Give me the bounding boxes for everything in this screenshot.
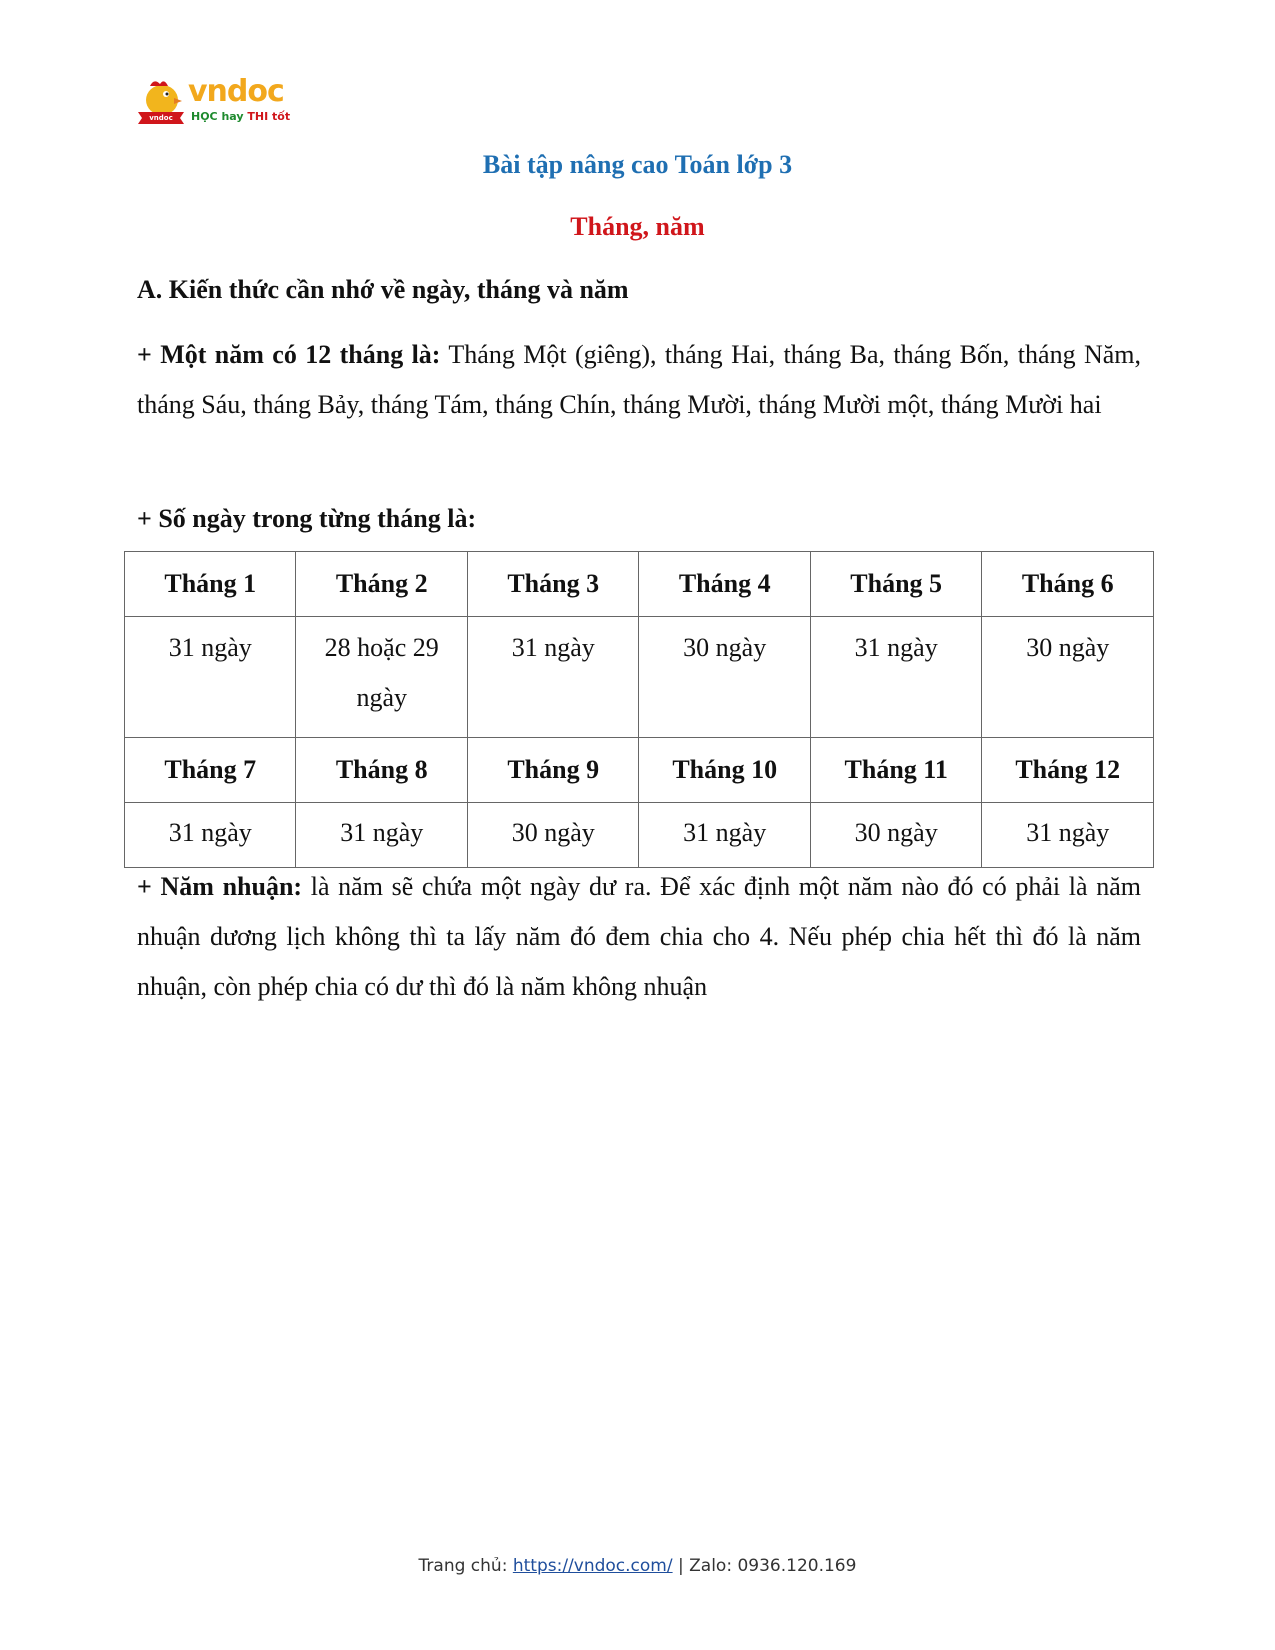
table-cell: 30 ngày bbox=[639, 617, 810, 738]
days-per-month-table bbox=[124, 551, 1154, 868]
logo-tagline bbox=[191, 110, 290, 124]
vndoc-logo bbox=[136, 76, 296, 128]
table-cell: 30 ngày bbox=[982, 617, 1154, 738]
table-header-cell: Tháng 7 bbox=[125, 738, 296, 803]
footer-zalo: Zalo: 0936.120.169 bbox=[689, 1556, 857, 1576]
svg-text:vndoc: vndoc bbox=[149, 114, 173, 122]
table-cell: 31 ngày bbox=[467, 617, 638, 738]
leap-year-label: + Năm nhuận: bbox=[137, 872, 303, 901]
footer-home-label: Trang chủ: bbox=[418, 1556, 513, 1576]
tagline-green: HỌC hay bbox=[191, 110, 244, 123]
months-list-paragraph bbox=[137, 330, 1141, 430]
table-cell: 31 ngày bbox=[296, 803, 467, 868]
logo-wordmark: vndoc bbox=[188, 74, 284, 109]
table-header-cell: Tháng 9 bbox=[467, 738, 638, 803]
table-row bbox=[125, 803, 1154, 868]
months-intro-text: Tháng Một (giêng), tháng Hai, tháng Ba, tháng Bốn, tháng Năm, tháng Sáu, tháng Bảy, tháng Tám, tháng Chín, tháng Mười, tháng Mười một, tháng Mười hai bbox=[137, 340, 1142, 419]
table-cell: 30 ngày bbox=[810, 803, 981, 868]
table-cell: 28 hoặc 29 ngày bbox=[296, 617, 467, 738]
table-cell: 31 ngày bbox=[125, 617, 296, 738]
days-per-month-label bbox=[137, 494, 1141, 544]
table-header-cell: Tháng 3 bbox=[467, 552, 638, 617]
table-cell: 31 ngày bbox=[810, 617, 981, 738]
table-cell: 31 ngày bbox=[639, 803, 810, 868]
table-header-cell: Tháng 8 bbox=[296, 738, 467, 803]
page-title: Bài tập nâng cao Toán lớp 3 bbox=[482, 150, 793, 179]
table-header-cell: Tháng 5 bbox=[810, 552, 981, 617]
page-footer bbox=[0, 1556, 1275, 1576]
page-subtitle: Tháng, năm bbox=[570, 212, 705, 241]
table-cell: 30 ngày bbox=[467, 803, 638, 868]
days-label-text: + Số ngày trong từng tháng là: bbox=[137, 504, 477, 533]
months-intro-label: + Một năm có 12 tháng là: bbox=[137, 340, 441, 369]
table-cell: 31 ngày bbox=[982, 803, 1154, 868]
table-header-cell: Tháng 12 bbox=[982, 738, 1154, 803]
table-header-cell: Tháng 1 bbox=[125, 552, 296, 617]
chicken-mascot-icon bbox=[136, 78, 186, 124]
footer-home-link[interactable]: https://vndoc.com/ bbox=[512, 1556, 673, 1576]
table-header-cell: Tháng 10 bbox=[639, 738, 810, 803]
table-header-cell: Tháng 6 bbox=[982, 552, 1154, 617]
footer-separator: | bbox=[672, 1556, 690, 1576]
tagline-red: THI tốt bbox=[247, 110, 291, 123]
table-row bbox=[125, 617, 1154, 738]
leap-year-text: là năm sẽ chứa một ngày dư ra. Để xác định một năm nào đó có phải là năm nhuận dương lịch không thì ta lấy năm đó đem chia cho 4. Nếu phép chia hết thì đó là năm nhuận, còn phép chia có dư thì đó là năm không nhuận bbox=[137, 872, 1141, 1001]
table-header-row bbox=[125, 552, 1154, 617]
table-header-cell: Tháng 2 bbox=[296, 552, 467, 617]
table-header-row bbox=[125, 738, 1154, 803]
table-cell: 31 ngày bbox=[125, 803, 296, 868]
table-header-cell: Tháng 4 bbox=[639, 552, 810, 617]
table-header-cell: Tháng 11 bbox=[810, 738, 981, 803]
section-heading-a: A. Kiến thức cần nhớ về ngày, tháng và năm bbox=[137, 275, 629, 304]
leap-year-paragraph bbox=[137, 862, 1141, 1012]
